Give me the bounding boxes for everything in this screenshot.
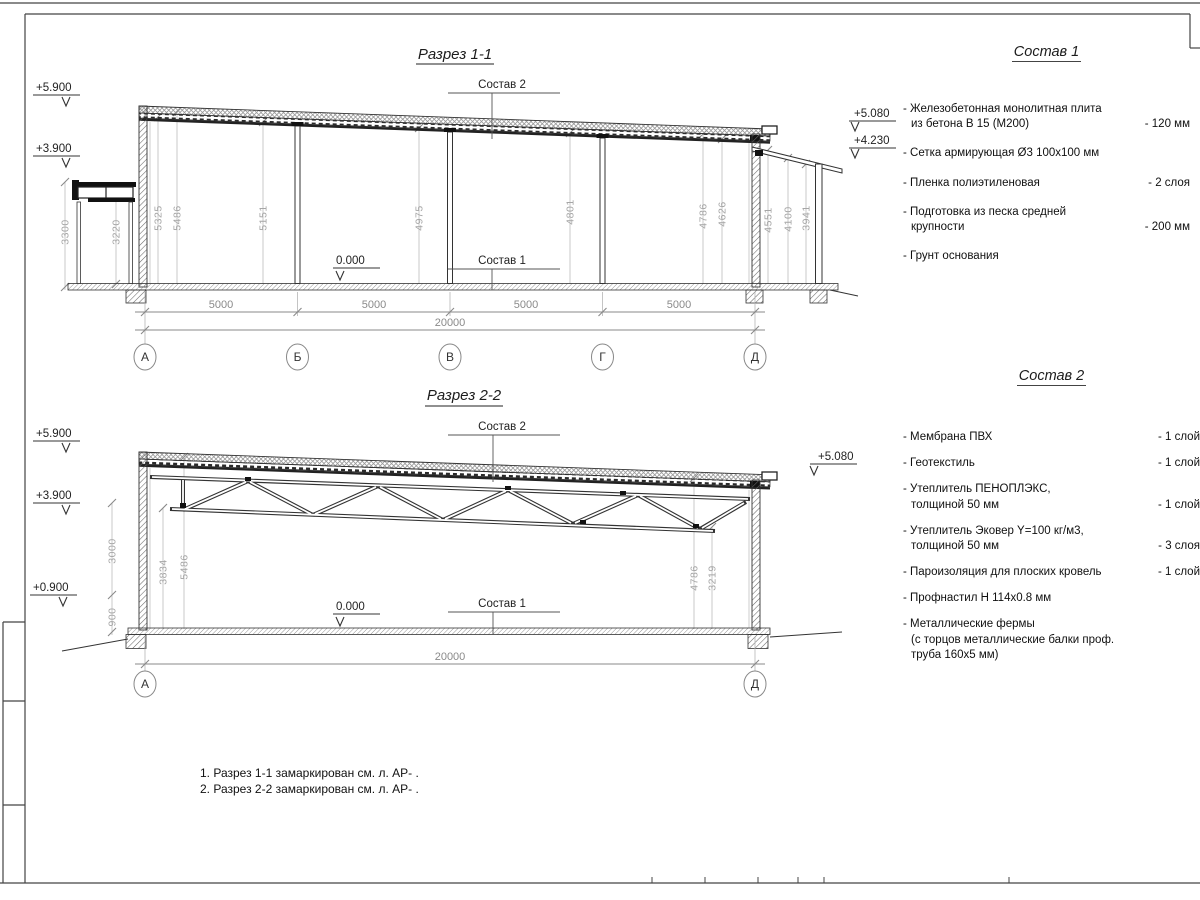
material-item [903,102,1190,132]
material-value: - 3 слоя [1158,539,1200,552]
elevation-label: +3.900 [36,143,72,155]
dim-label: 4975 [413,205,426,231]
dim-label: 4786 [697,203,710,229]
axis-label: Д [750,350,760,364]
material-name-cont: (с торцов металлические балки проф. [911,633,1115,646]
material-name-cont: труба 160х5 мм) [911,648,999,661]
sostav2-panel [903,368,1200,663]
wall-axis-d [752,134,760,287]
dim-label: 3220 [110,219,123,245]
material-item [903,456,1200,471]
material-item [903,249,1190,264]
dim-label: 5486 [178,554,191,580]
notes [200,765,419,797]
sostav1-title: Состав 1 [1013,44,1080,60]
floor-slab [128,628,770,635]
dim-label: 20000 [434,651,466,663]
title-block-stubs [652,877,1009,883]
material-name: - Утеплитель ПЕНОПЛЭКС, [903,483,1051,496]
material-value: - 120 мм [1144,118,1190,131]
axis-label: Д [750,677,760,691]
material-name: - Сетка армирующая Ø3 100x100 мм [903,147,1100,160]
axis-label: Г [599,350,606,364]
dim-label: 5486 [171,205,184,231]
elevation-label: +0.900 [33,582,69,594]
wall-axis-a [139,452,147,630]
material-item [903,430,1200,445]
note-line: 2. Разрез 2-2 замаркирован см. л. АР- . [200,782,419,796]
axis-label: А [140,677,150,691]
elevation-label: 0.000 [336,255,365,267]
material-item [903,205,1190,235]
sostav1-panel [903,44,1190,264]
left-annex [72,180,136,284]
dim-label: 4626 [716,201,729,227]
dim-label: 5000 [666,299,692,311]
elevation-label: +5.080 [818,451,854,463]
material-name-cont: из бетона В 15 (М200) [911,118,1030,131]
material-name: - Утеплитель Эковер Y=100 кг/м3, [903,524,1084,537]
material-value: - 1 слой [1157,457,1200,470]
wall-axis-a [139,106,147,287]
material-item [903,524,1200,554]
material-item [903,617,1200,663]
axis-label: А [140,350,150,364]
dim-label: 4551 [762,207,775,233]
note-line: 1. Разрез 1-1 замаркирован см. л. АР- . [200,766,419,780]
material-item [903,565,1200,580]
dim-label: 5325 [152,205,165,231]
wall-axis-d [752,480,760,630]
material-value: - 1 слой [1157,498,1200,511]
elevation-label: +5.080 [854,108,890,120]
material-item [903,176,1190,191]
elevation-label: +5.900 [36,428,72,440]
dim-label: 20000 [434,317,466,329]
dim-label: 900 [106,607,119,627]
dim-label: 3300 [59,219,72,245]
floor-slab [68,284,838,291]
material-name-cont: крупности [911,220,965,233]
sostav2-title: Состав 2 [1018,368,1085,384]
elevation-label: +3.900 [36,490,72,502]
material-name: - Профнастил Н 114х0.8 мм [903,592,1052,605]
dim-label: 5151 [257,205,270,231]
sostav1-leader-label: Состав 1 [478,598,526,610]
material-value: - 1 слой [1157,431,1200,443]
material-name-cont: толщиной 50 мм [911,539,1000,552]
material-name: - Металлические фермы [903,618,1035,631]
material-name-cont: толщиной 50 мм [911,498,1000,511]
material-value: - 200 мм [1144,220,1190,233]
material-item [903,482,1200,512]
material-value: - 2 слоя [1148,176,1190,189]
elevation-label: 0.000 [336,601,365,613]
sostav1-leader-label: Состав 1 [478,255,526,267]
dim-label: 3000 [106,538,119,564]
axis-bubbles [134,671,766,697]
elevation-label: +4.230 [854,135,890,147]
material-name: - Железобетонная монолитная плита [903,103,1102,115]
material-name: - Пароизоляция для плоских кровель [903,566,1102,579]
material-name: - Грунт основания [903,250,999,263]
vertical-dim-labels [60,199,813,244]
dim-label: 3219 [706,565,719,591]
material-name: - Пленка полиэтиленовая [903,176,1040,189]
dim-label: 5000 [208,299,234,311]
dim-label: 4801 [564,199,577,225]
sostav2-leader-label: Состав 2 [478,79,526,91]
section-1-1 [33,46,896,370]
material-item [903,591,1200,606]
section-2-2 [30,387,857,697]
elevation-label: +5.900 [36,82,72,94]
material-name: - Мембрана ПВХ [903,431,993,443]
material-value: - 1 слой [1157,566,1200,579]
dim-label: 5000 [361,299,387,311]
section1-title: Разрез 1-1 [417,46,493,63]
dim-label: 3941 [800,205,813,231]
dim-label: 4100 [782,206,795,232]
dim-label: 4786 [688,565,701,591]
material-name: - Геотекстиль [903,457,975,470]
dim-label: 3834 [157,559,170,585]
axis-label: Б [293,350,302,364]
material-name: - Подготовка из песка средней [903,205,1067,218]
dim-label: 5000 [513,299,539,311]
sostav2-leader-label: Состав 2 [478,421,526,433]
vertical-dim-labels [107,538,719,626]
axis-label: В [445,350,455,364]
section2-title: Разрез 2-2 [426,387,502,404]
material-item [903,146,1190,161]
